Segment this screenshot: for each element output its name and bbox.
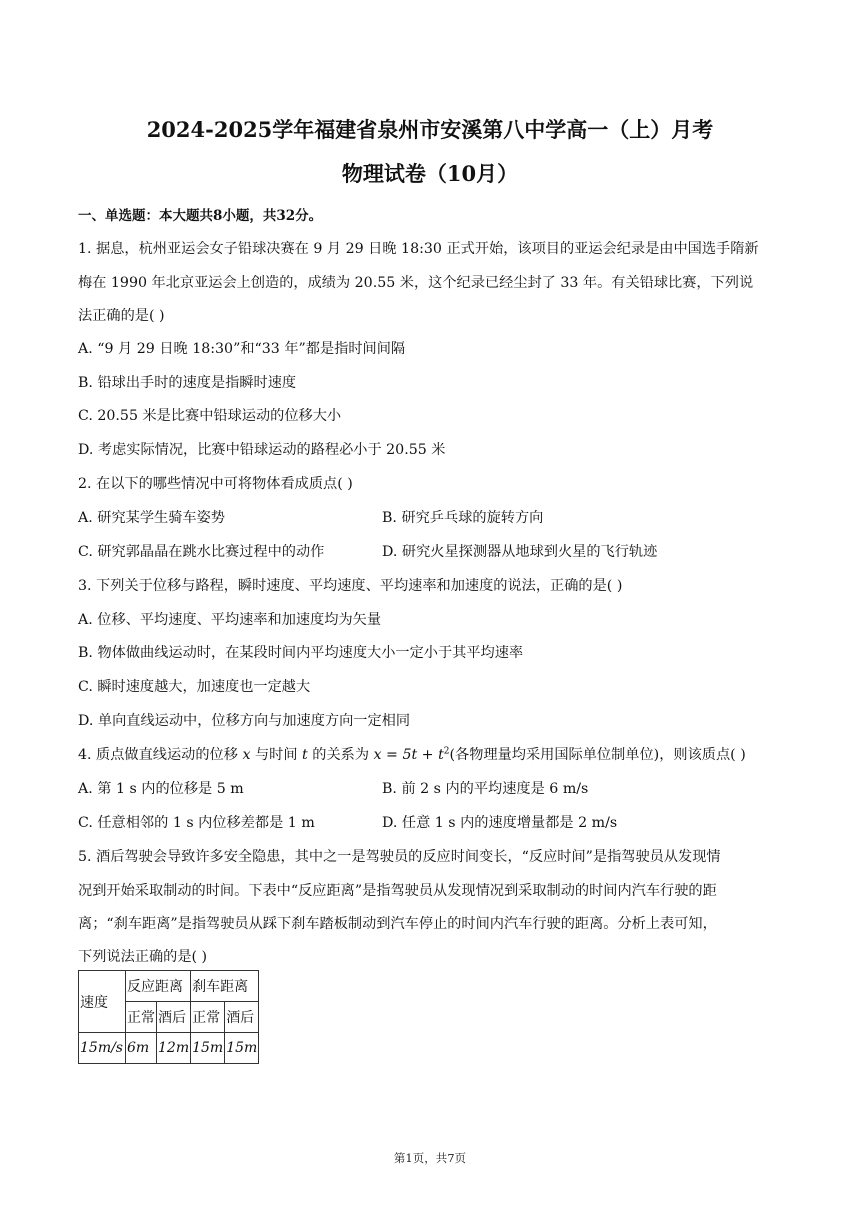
q4-option-c: C. 任意相邻的 1 s 内位移差都是 1 m [78, 815, 315, 831]
q4-stem-text-a: 4. 质点做直线运动的位移 [78, 747, 243, 763]
q1-option-a: A. “9 月 29 日晚 18:30”和“33 年”都是指时间间隔 [78, 341, 406, 357]
q5-stem-line4: 下列说法正确的是( ) [78, 949, 208, 965]
q3-option-a: A. 位移、平均速度、平均速率和加速度均为矢量 [78, 612, 382, 628]
q1-stem-line2: 梅在 1990 年北京亚运会上创造的，成绩为 20.55 米，这个纪录已经尘封了 33 年。有关铅球比赛，下列说 [78, 275, 754, 291]
q4-option-d: D. 任意 1 s 内的速度增量都是 2 m/s [382, 815, 618, 831]
table-row [79, 971, 259, 1002]
exam-title-line1: 2024-2025学年福建省泉州市安溪第八中学高一（上）月考 [146, 117, 714, 142]
page-footer: 第1页，共7页 [393, 1151, 467, 1165]
q4-option-b: B. 前 2 s 内的平均速度是 6 m/s [382, 781, 589, 797]
exam-title-line2: 物理试卷（10月） [341, 161, 519, 186]
q2-option-a: A. 研究某学生骑车姿势 [78, 510, 225, 526]
table-cell: 15m [225, 1033, 259, 1064]
q5-stem-line1: 5. 酒后驾驶会导致许多安全隐患，其中之一是驾驶员的反应时间变长，“反应时间”是指驾驶员从发现情 [78, 849, 721, 865]
q1-option-b: B. 铅球出手时的速度是指瞬时速度 [78, 375, 297, 391]
table-cell: 6m [126, 1033, 157, 1064]
q4-formula: x = 5t + t [373, 747, 444, 763]
table-cell: 12m [157, 1033, 191, 1064]
q5-data-table [78, 970, 259, 1064]
q5-stem-line2: 况到开始采取制动的时间。下表中“反应距离”是指驾驶员从发现情况到采取制动的时间内汽车行驶的距 [78, 883, 717, 899]
q2-option-c: C. 研究郭晶晶在跳水比赛过程中的动作 [78, 544, 325, 560]
q5-stem-line3: 离；“刹车距离”是指驾驶员从踩下刹车踏板制动到汽车停止的时间内汽车行驶的距离。分析上表可知， [78, 916, 717, 932]
header-speed: 速度 [79, 971, 126, 1033]
q2-option-b: B. 研究乒乓球的旋转方向 [382, 510, 544, 526]
q4-var-t: t [302, 747, 308, 763]
q2-stem: 2. 在以下的哪些情况中可将物体看成质点( ) [78, 476, 353, 492]
q4-stem [78, 744, 746, 764]
q4-stem-text-d: (各物理量均采用国际单位制单位)，则该质点( ) [449, 747, 746, 763]
table-row [79, 1033, 259, 1064]
q4-option-a: A. 第 1 s 内的位移是 5 m [78, 781, 244, 797]
q4-var-x: x [242, 747, 251, 763]
q3-option-b: B. 物体做曲线运动时，在某段时间内平均速度大小一定小于其平均速率 [78, 645, 524, 661]
subheader-drunk: 酒后 [157, 1002, 191, 1033]
subheader-drunk: 酒后 [225, 1002, 259, 1033]
q1-stem-line3: 法正确的是( ) [78, 308, 165, 324]
subheader-normal: 正常 [126, 1002, 157, 1033]
q1-stem-line1: 1. 据息，杭州亚运会女子铅球决赛在 9 月 29 日晚 18:30 正式开始，该项目的亚运会纪录是由中国选手隋新 [78, 241, 759, 257]
q4-formula-exponent: 2 [443, 746, 450, 757]
q3-stem: 3. 下列关于位移与路程，瞬时速度、平均速度、平均速率和加速度的说法，正确的是( ) [78, 578, 623, 594]
q4-stem-text-b: 与时间 [250, 747, 303, 763]
table-cell-speed: 15m/s [79, 1033, 126, 1064]
header-reaction-distance: 反应距离 [126, 971, 191, 1002]
subheader-normal: 正常 [191, 1002, 225, 1033]
q3-option-d: D. 单向直线运动中，位移方向与加速度方向一定相同 [78, 713, 411, 729]
q2-option-d: D. 研究火星探测器从地球到火星的飞行轨迹 [382, 544, 658, 560]
table-cell: 15m [191, 1033, 225, 1064]
q1-option-c: C. 20.55 米是比赛中铅球运动的位移大小 [78, 408, 342, 424]
header-braking-distance: 刹车距离 [191, 971, 259, 1002]
section-heading: 一、单选题：本大题共8小题，共32分。 [78, 208, 323, 224]
q3-option-c: C. 瞬时速度越大，加速度也一定越大 [78, 679, 311, 695]
q4-stem-text-c: 的关系为 [307, 747, 374, 763]
q1-option-d: D. 考虑实际情况，比赛中铅球运动的路程必小于 20.55 米 [78, 442, 446, 458]
